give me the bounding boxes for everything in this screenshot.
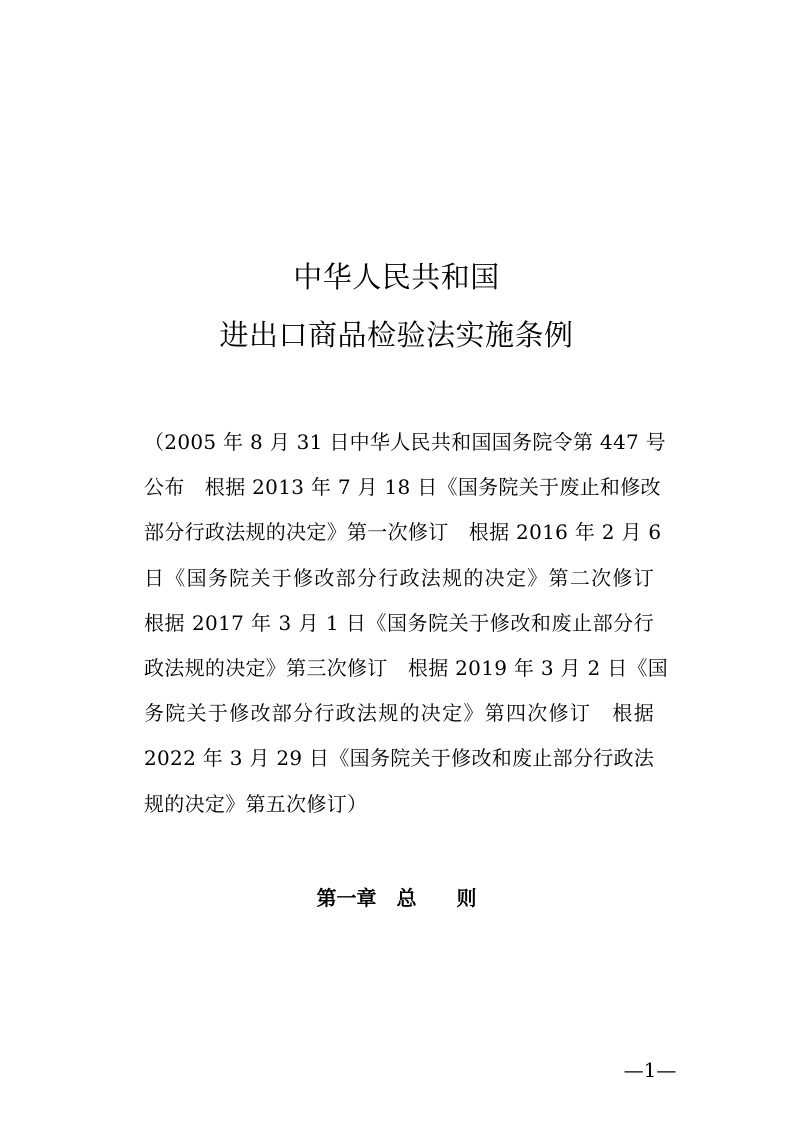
preamble-paragraph bbox=[144, 420, 669, 827]
title-line-1: 中华人民共和国 bbox=[293, 260, 500, 294]
preamble-line: 根据 2017 年 3 月 1 日《国务院关于修改和废止部分行 bbox=[144, 610, 654, 635]
title-line-2: 进出口商品检验法实施条例 bbox=[219, 318, 574, 352]
preamble-line: 部分行政法规的决定》第一次修订 根据 2016 年 2 月 6 bbox=[144, 520, 662, 545]
preamble-line: 规的决定》第五次修订） bbox=[144, 791, 368, 816]
preamble-line: 政法规的决定》第三次修订 根据 2019 年 3 月 2 日《国 bbox=[144, 655, 669, 680]
preamble-line: 公布 根据 2013 年 7 月 18 日《国务院关于废止和修改 bbox=[144, 475, 661, 500]
preamble-line: （2005 年 8 月 31 日中华人民共和国国务院令第 447 号 bbox=[144, 430, 666, 454]
preamble-line: 日《国务院关于修改部分行政法规的决定》第二次修订 bbox=[144, 565, 654, 590]
page-number: —1— bbox=[623, 1058, 677, 1082]
preamble-line: 2022 年 3 月 29 日《国务院关于修改和废止部分行政法 bbox=[144, 746, 655, 771]
preamble-line: 务院关于修改部分行政法规的决定》第四次修订 根据 bbox=[144, 701, 654, 726]
document-title bbox=[0, 248, 793, 364]
chapter-heading: 第一章 总 则 bbox=[316, 886, 477, 910]
